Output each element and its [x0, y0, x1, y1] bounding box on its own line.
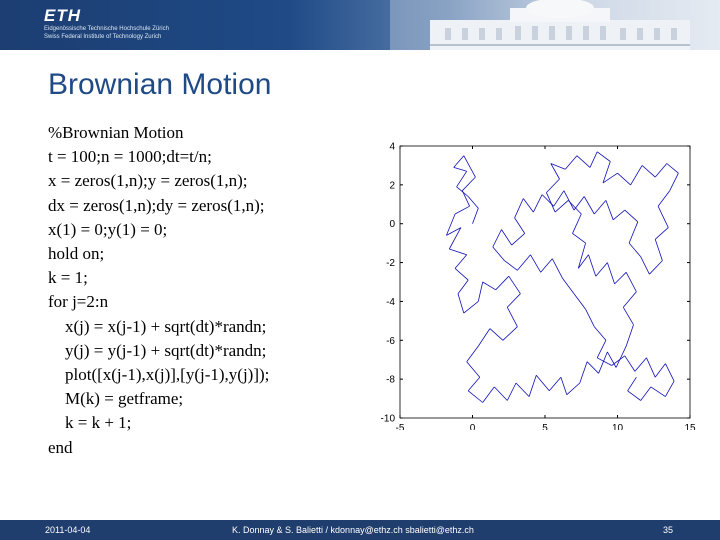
x-tick-label: -5: [395, 423, 405, 430]
y-tick-label: -8: [386, 374, 395, 386]
plot-area: [400, 146, 690, 418]
x-tick-label: 0: [469, 423, 476, 430]
y-tick-label: -6: [386, 335, 395, 347]
y-tick-label: -2: [386, 258, 395, 270]
code-line: x(j) = x(j-1) + sqrt(dt)*randn;: [48, 316, 267, 336]
code-line: for j=2:n: [48, 292, 109, 312]
code-line: dx = zeros(1,n);dy = zeros(1,n);: [48, 195, 265, 215]
institution-name-en: Swiss Federal Institute of Technology Zurich: [44, 34, 162, 40]
eth-logo: [44, 7, 169, 41]
code-line: x = zeros(1,n);y = zeros(1,n);: [48, 171, 248, 191]
footer-date: 2011-04-04: [45, 525, 91, 535]
x-tick-label: 10: [611, 423, 624, 430]
code-line: plot([x(j-1),x(j)],[y(j-1),y(j)]);: [48, 365, 270, 385]
y-tick-label: 4: [389, 141, 395, 153]
code-line: hold on;: [48, 244, 105, 264]
footer-bar: [0, 520, 720, 540]
y-tick-label: -4: [386, 296, 395, 308]
code-line: end: [48, 437, 73, 457]
code-line: y(j) = y(j-1) + sqrt(dt)*randn;: [48, 340, 267, 360]
brownian-motion-plot: [360, 130, 700, 430]
header-banner: [0, 0, 720, 50]
footer-authors: K. Donnay & S. Balietti / kdonnay@ethz.ch sbalietti@ethz.ch: [232, 525, 474, 535]
logo-text: ETH: [44, 6, 81, 25]
code-listing: [48, 121, 269, 460]
code-line: x(1) = 0;y(1) = 0;: [48, 219, 168, 239]
page-number: 35: [663, 525, 674, 535]
code-line: t = 100;n = 1000;dt=t/n;: [48, 147, 212, 167]
code-line: k = k + 1;: [48, 413, 132, 433]
y-tick-label: 0: [389, 219, 395, 231]
building-image: [390, 0, 720, 50]
institution-name-de: Eidgenössische Technische Hochschule Zürich: [44, 26, 169, 32]
y-tick-label: 2: [389, 180, 395, 192]
x-tick-label: 15: [684, 423, 696, 430]
y-tick-label: -10: [380, 413, 395, 425]
code-line: M(k) = getframe;: [48, 389, 184, 409]
code-line: %Brownian Motion: [48, 123, 184, 142]
code-line: k = 1;: [48, 268, 88, 288]
slide-title: Brownian Motion: [48, 68, 272, 101]
x-tick-label: 5: [542, 423, 548, 430]
